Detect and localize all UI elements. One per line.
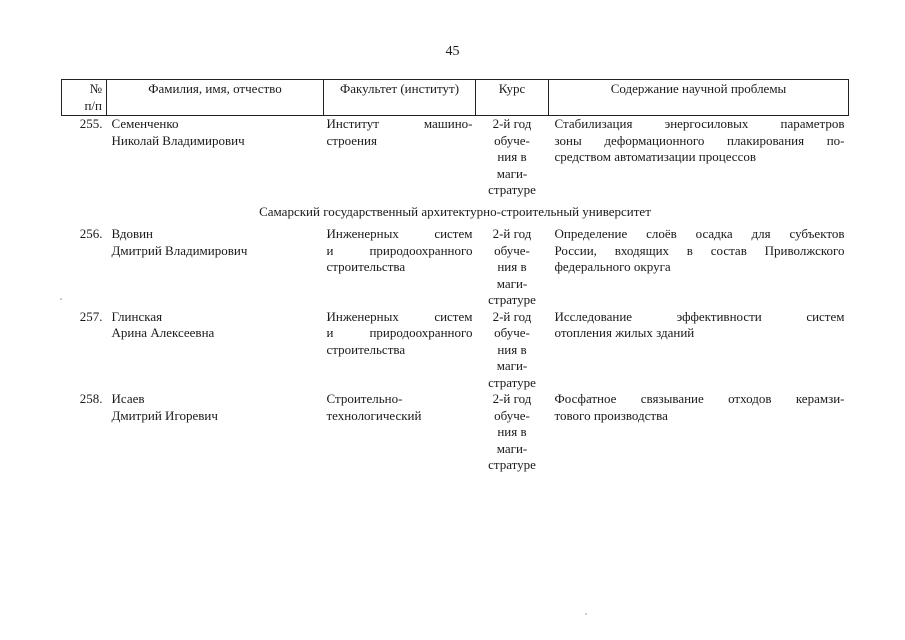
course xyxy=(476,116,549,199)
topic-line: Фосфатное связывание отходов керамзи- xyxy=(554,391,845,406)
faculty-line: строения xyxy=(326,132,377,148)
course-line: 2-й год xyxy=(492,308,532,324)
student-name xyxy=(107,309,324,392)
course-line: маги- xyxy=(496,440,528,456)
course-line: обуче- xyxy=(494,132,530,148)
header-topic xyxy=(549,80,849,116)
table-header xyxy=(62,80,849,116)
student-name xyxy=(107,116,324,199)
faculty-line: Инженерных систем xyxy=(326,226,473,241)
student-given-names: Дмитрий Игоревич xyxy=(111,407,218,423)
scan-speck xyxy=(60,298,62,300)
faculty-line: и природоохранного xyxy=(326,242,473,258)
header-topic-label: Содержание научной проблемы xyxy=(610,81,787,96)
course-line: маги- xyxy=(496,165,528,181)
student-given-names: Арина Алексеевна xyxy=(111,325,215,340)
header-name-label: Фамилия, имя, отчество xyxy=(148,81,282,96)
topic-line: Определение слоёв осадка для субъектов xyxy=(554,226,845,241)
header-course xyxy=(476,80,549,116)
student-given-names: Николай Владимирович xyxy=(111,132,245,148)
topic-line: Стабилизация энергосиловых параметров xyxy=(554,116,845,131)
course-line: 2-й год xyxy=(492,391,532,406)
course-line: стратуре xyxy=(488,292,536,307)
header-row xyxy=(62,80,849,116)
header-number-line: № xyxy=(89,81,102,96)
course-line: ния в xyxy=(497,341,527,357)
faculty-line: Институт машино- xyxy=(326,116,473,131)
table-row xyxy=(62,116,849,199)
course xyxy=(476,309,549,392)
header-number xyxy=(62,80,107,116)
course-line: стратуре xyxy=(488,374,536,390)
research-topic xyxy=(549,116,849,199)
student-surname: Вдовин xyxy=(111,226,154,241)
table-row xyxy=(62,391,849,474)
row-number: 256. xyxy=(79,226,103,241)
row-number: 257. xyxy=(79,308,103,324)
student-surname: Глинская xyxy=(111,308,163,324)
scan-speck xyxy=(585,613,587,615)
header-faculty-label: Факультет (институт) xyxy=(339,81,460,96)
header-faculty xyxy=(324,80,476,116)
research-topic xyxy=(549,309,849,392)
header-course-label: Курс xyxy=(498,81,526,96)
university-heading: Самарский государственный архитектурно-строительный университет xyxy=(259,203,651,219)
course-line: ния в xyxy=(497,149,527,164)
student-surname: Семенченко xyxy=(111,116,179,131)
faculty-line: технологический xyxy=(326,407,422,423)
faculty xyxy=(324,226,476,309)
table-body xyxy=(62,116,849,474)
course-line: 2-й год xyxy=(492,226,532,241)
research-topic xyxy=(549,226,849,309)
faculty xyxy=(324,391,476,474)
course-line: маги- xyxy=(496,358,528,373)
table-row xyxy=(62,226,849,309)
topic-line: зоны деформационного плакирования по- xyxy=(554,132,845,148)
faculty xyxy=(324,309,476,392)
topic-line: отопления жилых зданий xyxy=(554,325,695,340)
faculty xyxy=(324,116,476,199)
faculty-line: и природоохранного xyxy=(326,325,473,340)
course-line: обуче- xyxy=(494,407,530,423)
students-table xyxy=(61,79,849,474)
faculty-line: Строительно- xyxy=(326,391,403,406)
topic-line: России, входящих в состав Приволжского xyxy=(554,242,845,258)
header-number-line: п/п xyxy=(84,97,102,113)
course-line: 2-й год xyxy=(492,116,532,131)
course xyxy=(476,391,549,474)
student-given-names: Дмитрий Владимирович xyxy=(111,242,248,258)
student-name xyxy=(107,226,324,309)
research-topic xyxy=(549,391,849,474)
topic-line: тового производства xyxy=(554,407,668,423)
faculty-line: Инженерных систем xyxy=(326,308,473,324)
course-line: обуче- xyxy=(494,242,530,258)
university-section-row xyxy=(62,199,849,227)
course-line: стратуре xyxy=(488,457,536,472)
row-number: 258. xyxy=(79,391,103,406)
course-line: ния в xyxy=(497,259,527,274)
faculty-line: строительства xyxy=(326,341,406,357)
student-name xyxy=(107,391,324,474)
faculty-line: строительства xyxy=(326,259,406,274)
topic-line: средством автоматизации процессов xyxy=(554,149,756,164)
student-surname: Исаев xyxy=(111,391,145,406)
course-line: обуче- xyxy=(494,325,530,340)
page-number: 45 xyxy=(445,44,460,59)
topic-line: федерального округа xyxy=(554,259,671,274)
table-row xyxy=(62,309,849,392)
course-line: стратуре xyxy=(488,182,536,197)
course-line: ния в xyxy=(497,424,527,439)
course-line: маги- xyxy=(496,275,528,291)
course xyxy=(476,226,549,309)
row-number: 255. xyxy=(79,116,103,131)
topic-line: Исследование эффективности систем xyxy=(554,308,845,324)
header-name xyxy=(107,80,324,116)
